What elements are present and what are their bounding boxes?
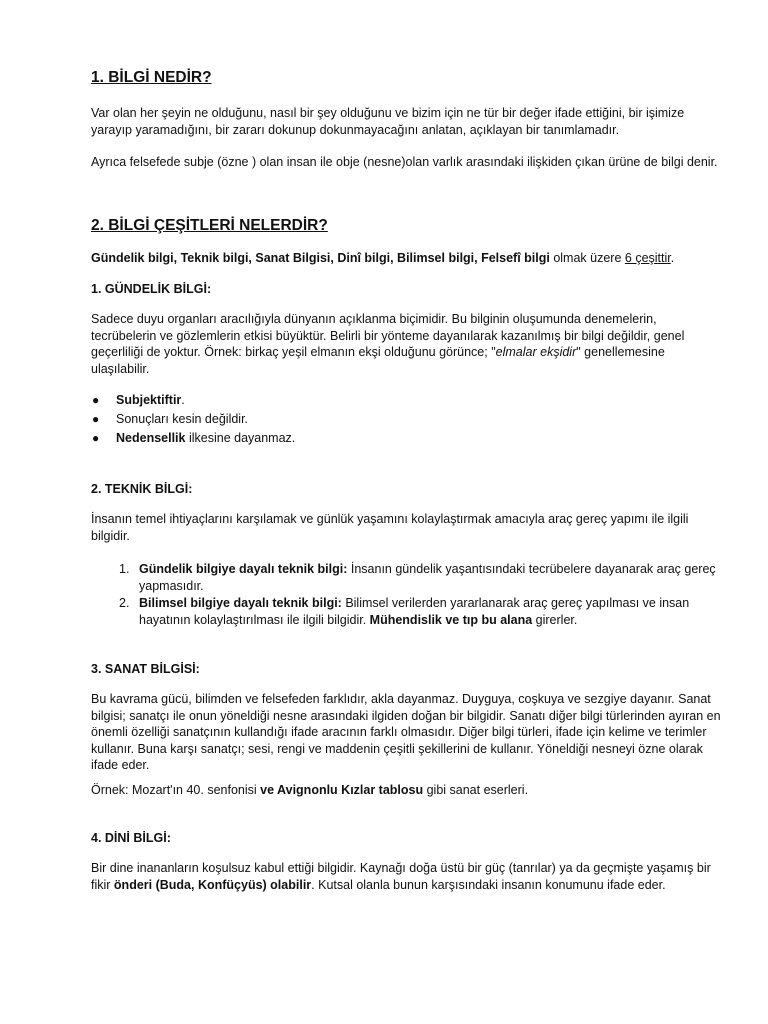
list-item xyxy=(119,561,721,594)
list-item-bold-end: Mühendislik ve tıp bu alana xyxy=(369,612,533,627)
paragraph-sanat: Bu kavrama gücü, bilimden ve felsefeden farklıdır, akla dayanmaz. Duyguya, coşkuya ve sezgiye dayanır. Sanat bilgisi; sanatçı ile onun yöneldiği nesne arasındaki ilgiden doğan bir bilgidir. Sanatı diğer bilgi türlerinden ayıran en önemli özelliği sanatçının kullandığı ifade aracının farklı olmasıdır. Diğer bilgi türleri, ifade için kelime ve terimler kullanır. Buna karşı sanatçı; sesi, rengi ve maddenin çeşitli şekillerini de kullanır. Yöneldiği nesneyi özne olarak ifade eder. xyxy=(91,692,721,772)
list-item: ● Nedensellik ilkesine dayanmaz. xyxy=(91,429,721,448)
dini-lead: Bir dine inananların koşulsuz kabul ettiği bilgidir. Kaynağı doğa üstü bir güç (tanrılar) ya da geçmişte yaşamış bir fikir xyxy=(91,861,711,892)
list-item: ● Sonuçları kesin değildir. xyxy=(91,410,721,429)
bullet-icon: ● xyxy=(92,412,100,426)
types-intro-mid: olmak üzere xyxy=(549,250,625,265)
paragraph-gundelik xyxy=(91,311,721,377)
example-tail: gibi sanat eserleri. xyxy=(423,782,529,797)
heading-teknik-bilgi: 2. TEKNİK BİLGİ: xyxy=(91,482,193,496)
list-item xyxy=(119,595,721,628)
bullet-icon: ● xyxy=(92,431,100,445)
teknik-numbered-list xyxy=(91,561,721,628)
list-number: 1. xyxy=(119,562,130,576)
document-content xyxy=(91,68,721,893)
example-bold: ve Avignonlu Kızlar tablosu xyxy=(260,782,424,797)
types-list-bold: Gündelik bilgi, Teknik bilgi, Sanat Bilgisi, Dinî bilgi, Bilimsel bilgi, Felsefî bilgi xyxy=(91,250,550,265)
paragraph-definition: Var olan her şeyin ne olduğunu, nasıl bir şey olduğunu ve bizim için ne tür bir değer ifade ettiğini, bir işimize yarayıp yaramadığını, bir zararı dokunup dokunmayacağını anlatan, açıklayan bir tanımlamadır. xyxy=(91,106,685,137)
heading-bilgi-cesitleri: 2. BİLGİ ÇEŞİTLERİ NELERDİR? xyxy=(91,216,328,234)
paragraph-philosophy: Ayrıca felsefede subje (özne ) olan insan ile obje (nesne)olan varlık arasındaki ilişkiden çıkan ürüne de bilgi denir. xyxy=(91,155,718,169)
paragraph-teknik: İnsanın temel ihtiyaçlarını karşılamak ve günlük yaşamını kolaylaştırmak amacıyla araç gereç yapımı ile ilgili bilgidir. xyxy=(91,512,689,543)
gundelik-lead: Sadece duyu organları xyxy=(91,312,217,326)
dini-bold: önderi (Buda, Konfüçyüs) olabilir xyxy=(113,877,312,892)
list-item-end: girerler. xyxy=(532,612,578,627)
list-item: ● Subjektiftir. xyxy=(91,391,721,410)
heading-bilgi-nedir: 1. BİLGİ NEDİR? xyxy=(91,69,212,86)
example-lead: Örnek: Mozart'ın 40. senfonisi xyxy=(91,782,261,797)
heading-dini-bilgi: 4. DİNİ BİLGİ: xyxy=(91,831,171,845)
paragraph-types-intro xyxy=(91,250,721,267)
paragraph-sanat-example xyxy=(91,782,721,799)
types-count-link: 6 çeşittir xyxy=(624,250,671,265)
gundelik-example-italic: elmalar ekşidir xyxy=(495,345,577,359)
list-item-bold: Gündelik bilgiye dayalı teknik bilgi: xyxy=(139,562,348,576)
types-intro-end: . xyxy=(670,250,675,265)
list-item-text: Bilimsel verilerden yararlanarak araç gereç yapılması ve insan hayatının kolaylaştırılması ile ilgili bilgidir. xyxy=(139,596,690,627)
dini-tail: . Kutsal olanla bunun karşısındaki insanın konumunu ifade eder. xyxy=(311,877,666,892)
gundelik-bullet-list xyxy=(91,391,721,448)
paragraph-dini xyxy=(91,860,721,893)
heading-gundelik-bilgi: 1. GÜNDELİK BİLGİ: xyxy=(91,282,212,296)
bullet-icon: ● xyxy=(92,393,100,407)
list-number: 2. xyxy=(119,596,130,610)
gundelik-tail: " genellemesine ulaşılabilir. xyxy=(91,345,665,376)
heading-sanat-bilgisi: 3. SANAT BİLGİSİ: xyxy=(91,662,200,676)
gundelik-body: aracılığıyla dünyanın açıklanma biçimidir. Bu bilginin oluşumunda denemelerin, tecrübelerin ve gözlemlerin etkisi büyüktür. Belirli bir yönteme dayanılarak kazanılmış bir bilgi değildir, genel geçerliliği de yoktur. Örnek: birkaç yeşil elmanın ekşi olduğunu görünce; " xyxy=(91,312,685,359)
list-item-text: İnsanın gündelik yaşantısındaki tecrübelere dayanarak araç gereç yapmasıdır. xyxy=(139,562,716,593)
list-item-bold: Bilimsel bilgiye dayalı teknik bilgi: xyxy=(139,596,342,610)
